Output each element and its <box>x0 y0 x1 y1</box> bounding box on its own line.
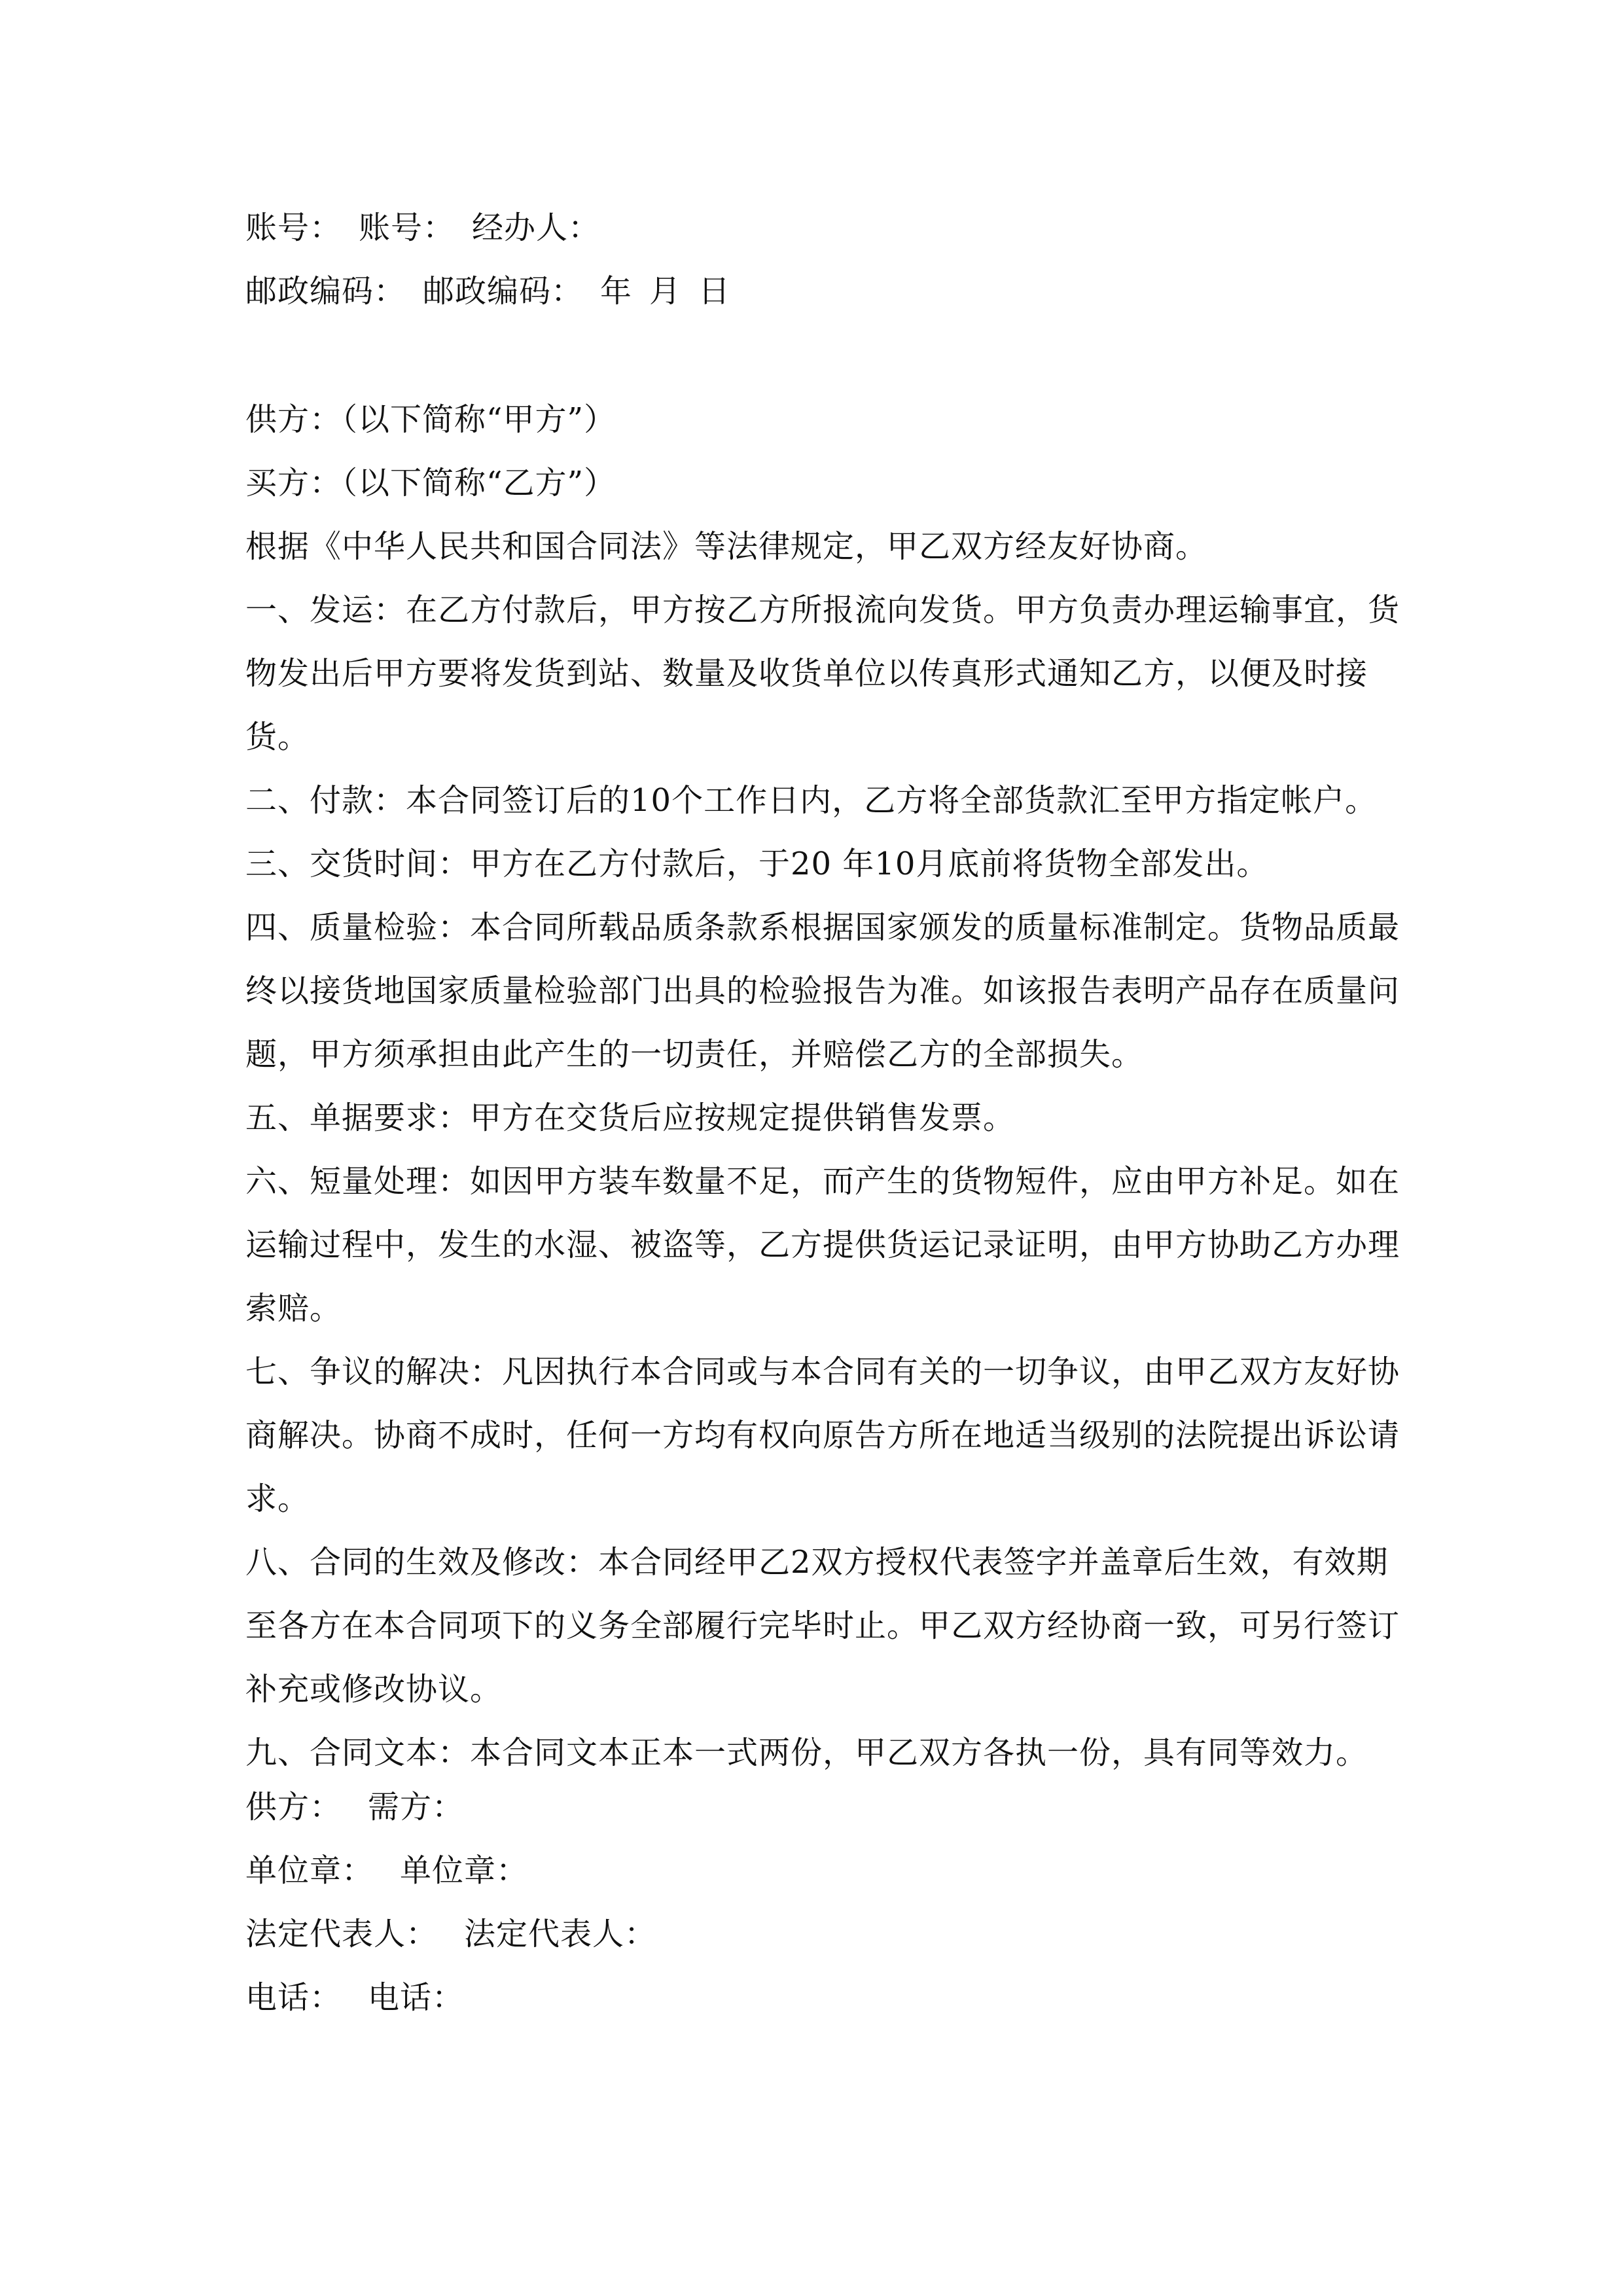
handler-label: 经办人： <box>472 209 601 246</box>
clause-8-effectiveness: 八、合同的生效及修改：本合同经甲乙2双方授权代表签字并盖章后生效，有效期至各方在本合同项下的义务全部履行完毕时止。甲乙双方经协商一致，可另行签订补充或修改协议。 <box>245 1544 1400 1708</box>
supplier-label: 供方： <box>245 1789 342 1825</box>
intro-paragraph: 根据《中华人民共和国合同法》等法律规定，甲乙双方经友好协商。 <box>245 528 1208 565</box>
date-day-label: 日 <box>698 273 731 310</box>
clause-5-documents: 五、单据要求：甲方在交货后应按规定提供销售发票。 <box>245 1100 1016 1136</box>
clause-6-shortage: 六、短量处理：如因甲方装车数量不足，而产生的货物短件，应由甲方补足。如在运输过程中，发生的水湿、被盗等，乙方提供货运记录证明，由甲方协助乙方办理索赔。 <box>245 1163 1400 1327</box>
clause-3-delivery-time: 三、交货时间：甲方在乙方付款后，于20 年10月底前将货物全部发出。 <box>245 846 1269 882</box>
representative-label-a: 法定代表人： <box>245 1916 438 1952</box>
clause-4-quality-inspection: 四、质量检验：本合同所载品质条款系根据国家颁发的质量标准制定。货物品质最终以接货地国家质量检验部门出具的检验报告为准。如该报告表明产品存在质量问题，甲方须承担由此产生的一切责任，并赔偿乙方的全部损失。 <box>245 909 1400 1073</box>
seal-label-a: 单位章： <box>245 1852 374 1889</box>
seal-line <box>245 1839 1417 1903</box>
date-year-label: 年 <box>600 273 633 310</box>
contract-body <box>245 388 1417 1785</box>
buyer-party-line: 买方：（以下简称“乙方”） <box>245 465 616 501</box>
clause-7-dispute: 七、争议的解决：凡因执行本合同或与本合同有关的一切争议，由甲乙双方友好协商解决。协商不成时，任何一方均有权向原告方所在地适当级别的法院提出诉讼请求。 <box>245 1354 1400 1517</box>
phone-label-a: 电话： <box>245 1979 342 2016</box>
clause-2-payment: 二、付款：本合同签订后的10个工作日内，乙方将全部货款汇至甲方指定帐户。 <box>245 782 1378 819</box>
postal-label-a: 邮政编码： <box>245 273 406 310</box>
clause-1-shipping: 一、发运：在乙方付款后，甲方按乙方所报流向发货。甲方负责办理运输事宜，货物发出后甲方要将发货到站、数量及收货单位以传真形式通知乙方，以便及时接货。 <box>245 592 1400 755</box>
postal-label-b: 邮政编码： <box>423 273 584 310</box>
signature-section <box>245 1776 1417 2030</box>
date-month-label: 月 <box>649 273 682 310</box>
account-label-a: 账号： <box>245 209 342 246</box>
seal-label-b: 单位章： <box>400 1852 529 1889</box>
account-line <box>245 196 1417 260</box>
demander-label: 需方： <box>368 1789 465 1825</box>
signature-party-line <box>245 1776 1417 1839</box>
seller-party-line: 供方：（以下简称“甲方”） <box>245 401 616 438</box>
phone-label-b: 电话： <box>368 1979 465 2016</box>
account-section <box>245 196 1417 323</box>
clause-9-text: 九、合同文本：本合同文本正本一式两份，甲乙双方各执一份，具有同等效力。 <box>245 1734 1368 1771</box>
postal-line <box>245 260 1417 323</box>
representative-label-b: 法定代表人： <box>464 1916 657 1952</box>
account-label-b: 账号： <box>359 209 455 246</box>
representative-line <box>245 1903 1417 1966</box>
phone-line <box>245 1966 1417 2030</box>
